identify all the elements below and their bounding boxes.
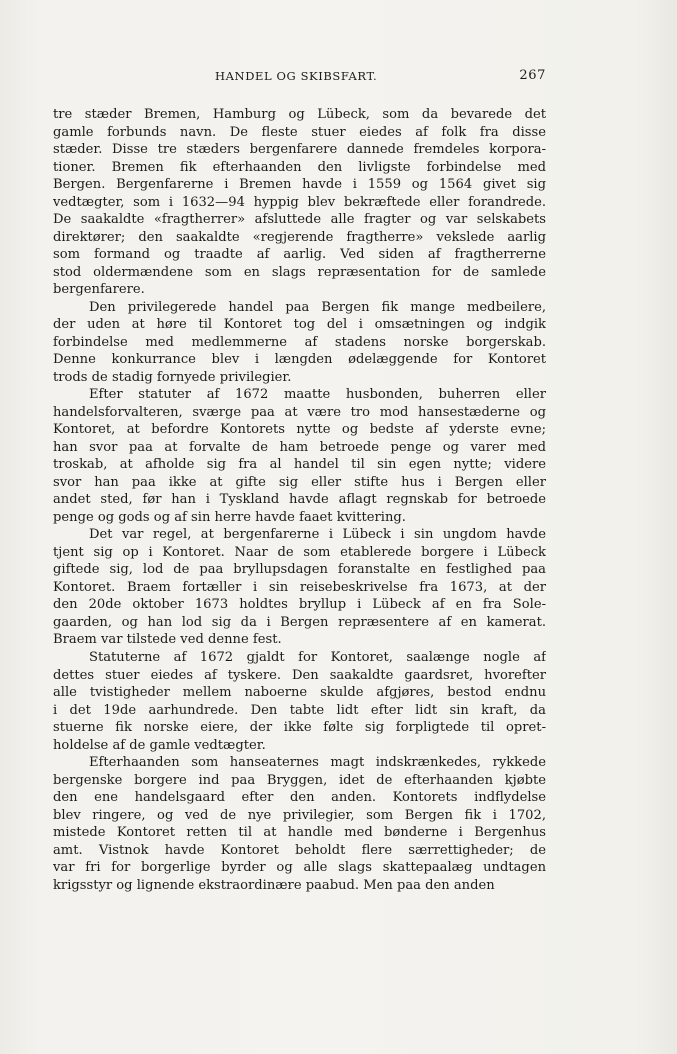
paragraph xyxy=(53,106,546,299)
text-line: han svor paa at forvalte de ham betroede penge og varer med xyxy=(53,439,546,455)
text-line: gamle forbunds navn. De fleste stuer eiedes af folk fra disse xyxy=(53,124,546,140)
paragraph xyxy=(53,386,546,526)
text-line: amt. Vistnok havde Kontoret beholdt flere særrettigheder; de xyxy=(53,842,546,858)
text-line: den ene handelsgaard efter den anden. Kontorets indflydelse xyxy=(53,790,546,806)
text-line: stuerne fik norske eiere, der ikke følte sig forpligtede til opret- xyxy=(53,720,546,736)
text-line: den 20de oktober 1673 holdtes bryllup i Lübeck af en fra Sole- xyxy=(53,597,546,613)
text-line: bergenske borgere ind paa Bryggen, idet de efterhaanden kjøbte xyxy=(53,772,546,788)
paragraph xyxy=(53,299,546,387)
text-line: mistede Kontoret retten til at handle med bønderne i Bergenhus xyxy=(53,825,546,841)
text-line: Kontoret. Braem fortæller i sin reisebeskrivelse fra 1673, at der xyxy=(53,579,546,595)
text-line: Det var regel, at bergenfarerne i Lübeck i sin ungdom havde xyxy=(89,527,546,543)
text-line: tre stæder Bremen, Hamburg og Lübeck, som da bevarede det xyxy=(53,107,546,122)
page-number: 267 xyxy=(519,68,546,83)
text-line: trods de stadig fornyede privilegier. xyxy=(53,369,292,385)
text-line: De saakaldte «fragtherrer» afsluttede alle fragter og var selskabets xyxy=(53,212,546,228)
text-line: blev ringere, og ved de nye privilegier, som Bergen fik i 1702, xyxy=(53,807,546,823)
paragraph xyxy=(53,754,546,894)
paragraph xyxy=(53,649,546,754)
text-line: penge og gods og af sin herre havde faaet kvittering. xyxy=(53,509,406,525)
text-line: Denne konkurrance blev i længden ødelæggende for Kontoret xyxy=(53,352,546,368)
text-line: bergenfarere. xyxy=(53,282,145,298)
text-line: Kontoret, at befordre Kontorets nytte og bedste af yderste evne; xyxy=(53,422,546,438)
running-head-title: HANDEL OG SKIBSFART. xyxy=(215,69,378,83)
text-line: Statuterne af 1672 gjaldt for Kontoret, saalænge nogle af xyxy=(89,649,546,665)
text-line: tioner. Bremen fik efterhaanden den livligste forbindelse med xyxy=(53,159,546,175)
text-line: Braem var tilstede ved denne fest. xyxy=(53,632,282,648)
text-line: giftede sig, lod de paa bryllupsdagen foranstalte en festlighed paa xyxy=(53,562,546,578)
text-line: var fri for borgerlige byrder og alle slags skattepaalæg undtagen xyxy=(53,860,546,876)
text-line: krigsstyr og lignende ekstraordinære paabud. Men paa den anden xyxy=(53,877,495,893)
text-line: forbindelse med medlemmerne af stadens norske borgerskab. xyxy=(53,334,546,350)
text-line: holdelse af de gamle vedtægter. xyxy=(53,737,266,753)
text-line: troskab, at afholde sig fra al handel til sin egen nytte; videre xyxy=(53,457,546,473)
text-line: svor han paa ikke at gifte sig eller stifte hus i Bergen eller xyxy=(53,474,546,490)
text-line: stæder. Disse tre stæders bergenfarere dannede fremdeles korpora- xyxy=(53,142,546,158)
text-line: stod oldermændene som en slags repræsentation for de samlede xyxy=(53,264,546,280)
text-line: vedtægter, som i 1632—94 hyppig blev bekræftede eller forandrede. xyxy=(53,194,546,210)
text-line: dettes stuer eiedes af tyskere. Den saakaldte gaardsret, hvorefter xyxy=(53,667,546,683)
text-line: gaarden, og han lod sig da i Bergen repræsentere af en kamerat. xyxy=(53,614,546,630)
running-head xyxy=(53,69,546,87)
text-line: direktører; den saakaldte «regjerende fragtherre» vekslede aarlig xyxy=(53,229,546,245)
paragraph xyxy=(53,526,546,649)
text-line: Bergen. Bergenfarerne i Bremen havde i 1559 og 1564 givet sig xyxy=(53,177,546,193)
text-line: Efter statuter af 1672 maatte husbonden, buherren eller xyxy=(89,387,546,403)
text-line: tjent sig op i Kontoret. Naar de som etablerede borgere i Lübeck xyxy=(53,544,546,560)
text-line: andet sted, før han i Tyskland havde aflagt regnskab for betroede xyxy=(53,492,546,508)
text-line: som formand og traadte af aarlig. Ved siden af fragtherrerne xyxy=(53,247,546,263)
text-line: alle tvistigheder mellem naboerne skulde afgjøres, bestod endnu xyxy=(53,685,546,701)
text-line: i det 19de aarhundrede. Den tabte lidt efter lidt sin kraft, da xyxy=(53,702,546,718)
text-line: handelsforvalteren, sværge paa at være tro mod hansestæderne og xyxy=(53,404,546,420)
text-line: Den privilegerede handel paa Bergen fik mange medbeilere, xyxy=(89,299,546,315)
body-text xyxy=(53,106,546,894)
text-line: Efterhaanden som hanseaternes magt indskrænkedes, rykkede xyxy=(89,755,546,771)
text-line: der uden at høre til Kontoret tog del i omsætningen og indgik xyxy=(53,317,546,333)
